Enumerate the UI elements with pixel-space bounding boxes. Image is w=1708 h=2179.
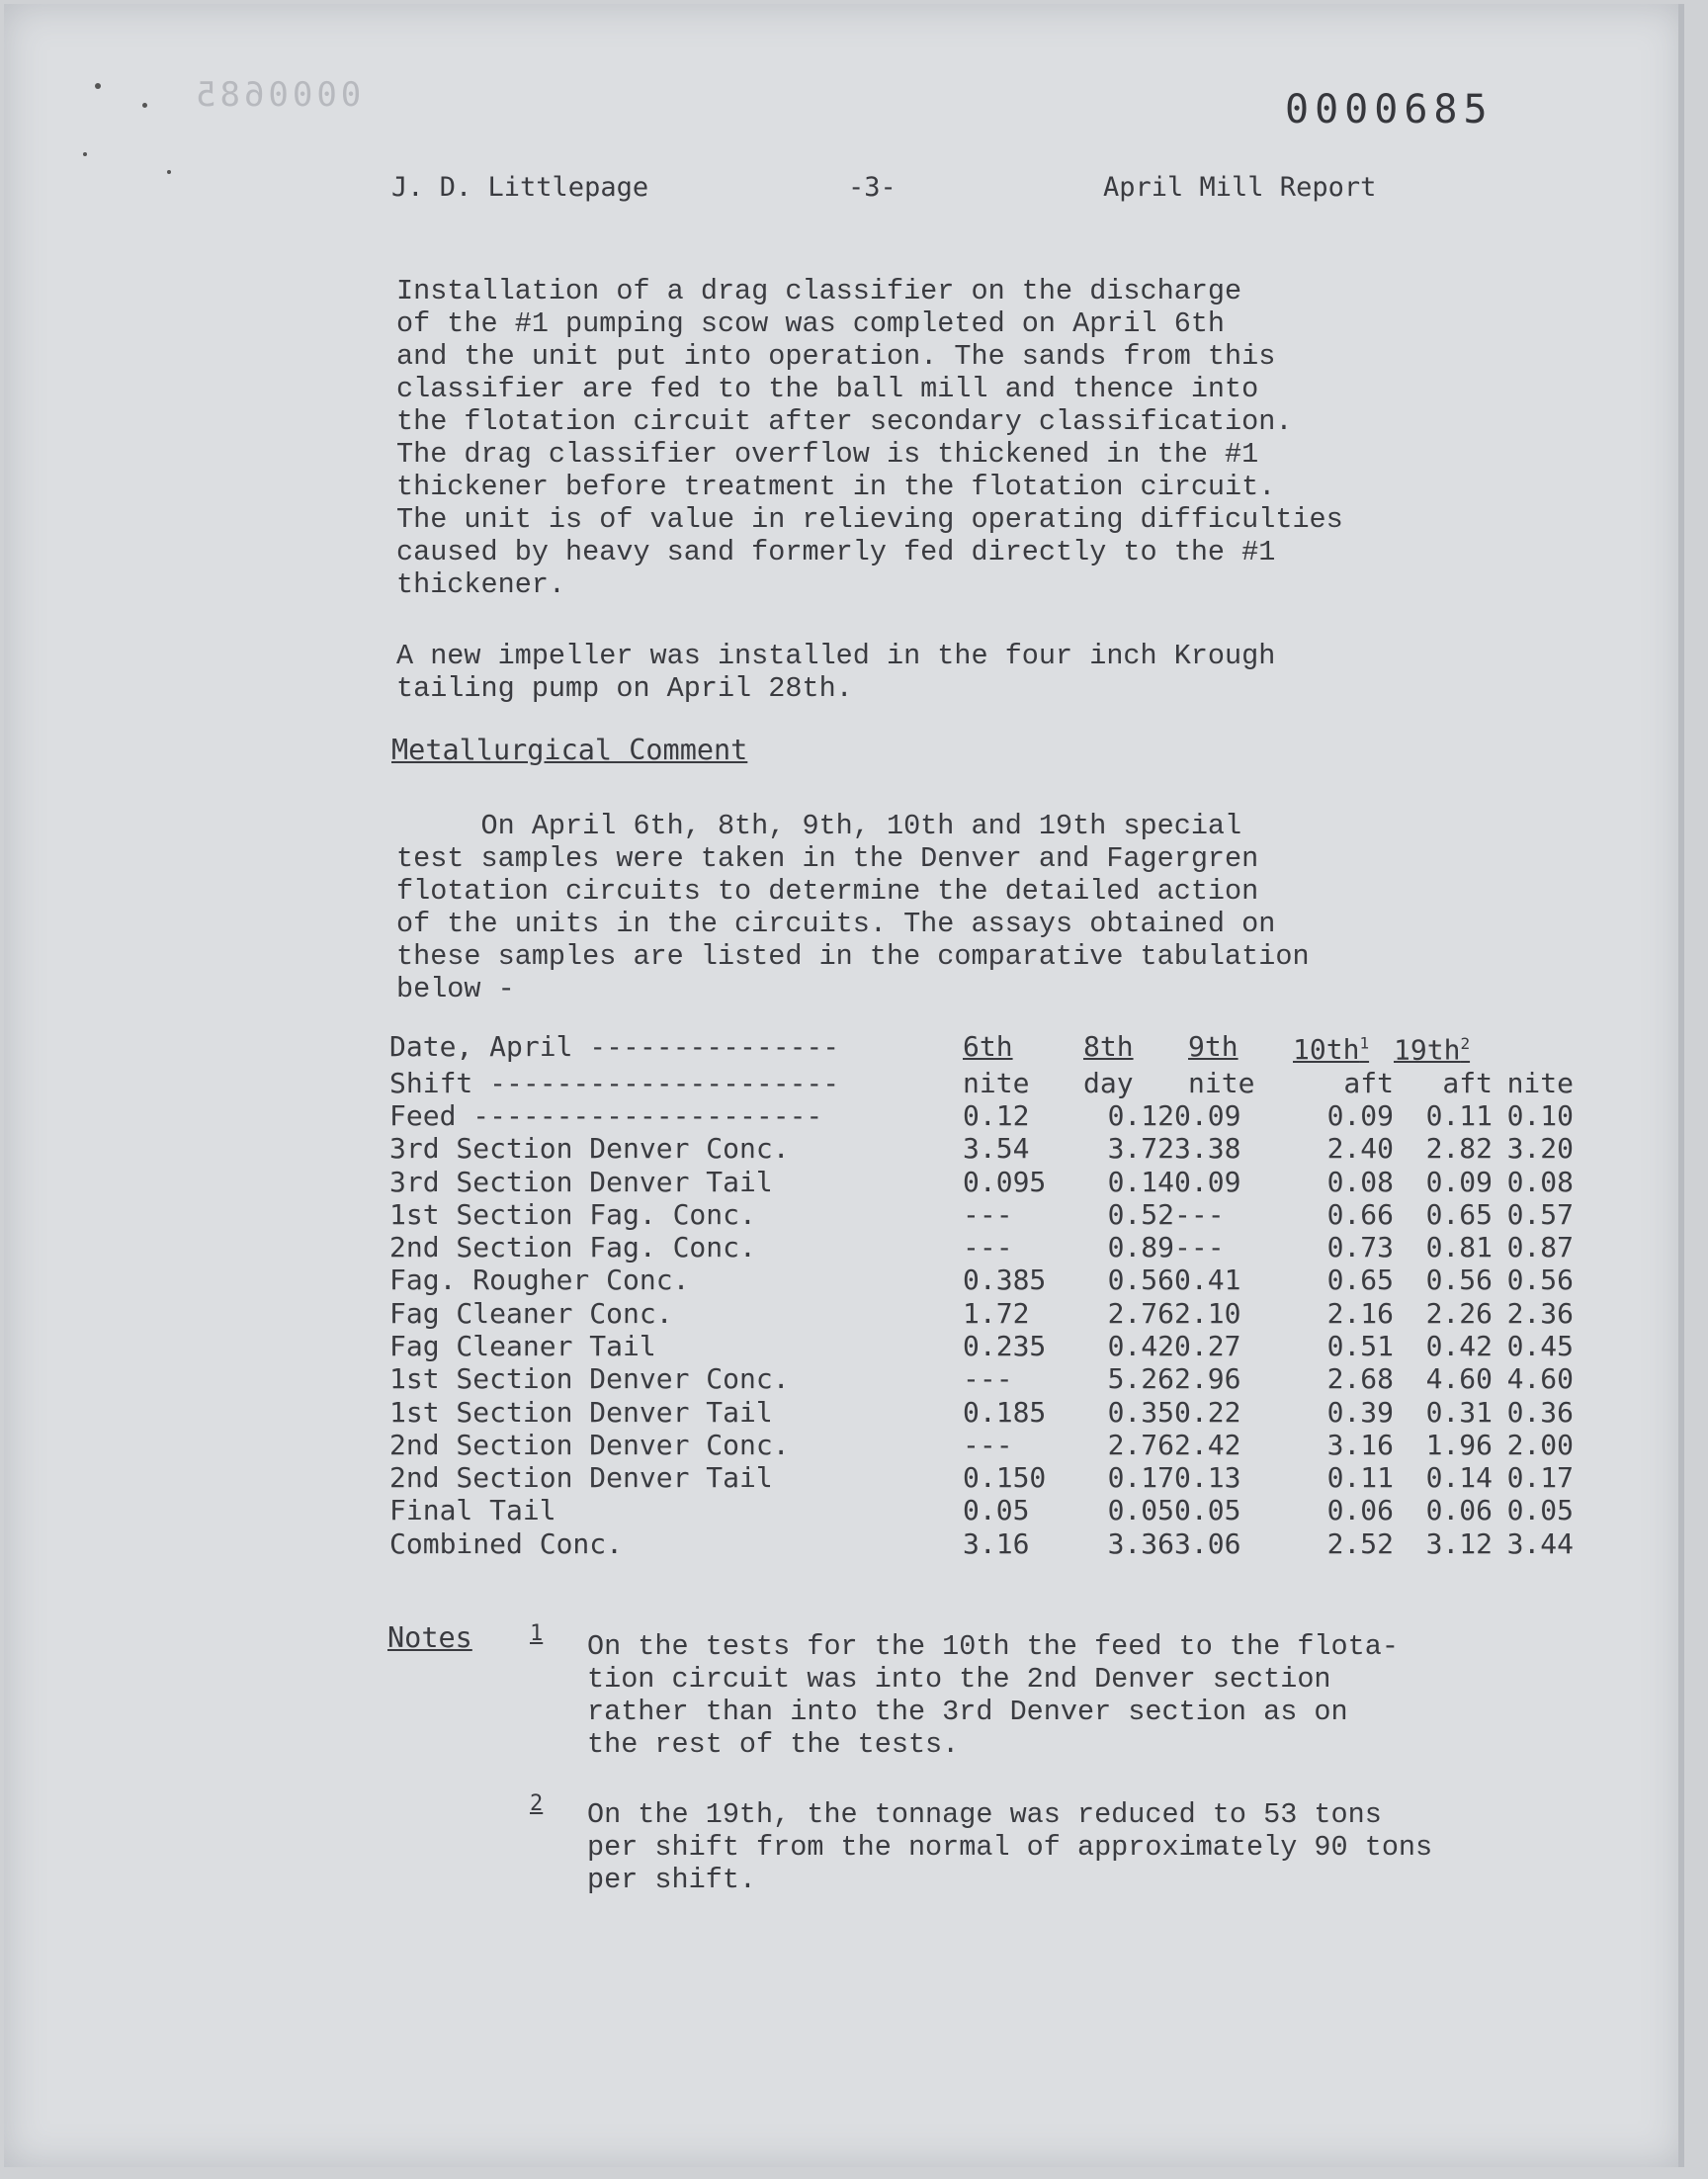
page-header	[391, 172, 1443, 212]
assay-value: 0.05	[1506, 1494, 1574, 1527]
table-row-dates	[389, 1027, 1574, 1067]
assay-value: ---	[963, 1197, 1013, 1231]
bleed-through-id: 0000685	[192, 75, 362, 115]
text-line: of the #1 pumping scow was completed on April 6th	[396, 307, 1226, 340]
assay-value: 0.05	[963, 1494, 1030, 1527]
speck	[95, 83, 101, 89]
assay-value: 0.06	[1425, 1494, 1493, 1527]
assay-value: 3.12	[1425, 1526, 1493, 1560]
assay-value: 0.35	[1107, 1395, 1174, 1429]
assay-value: 0.06	[1326, 1494, 1394, 1527]
text-line: A new impeller was installed in the four inch Krough	[396, 640, 1276, 672]
text-line: The unit is of value in relieving operating difficulties	[396, 503, 1343, 536]
table-row	[389, 1330, 1574, 1362]
date-10th: $10th^1$	[1293, 1033, 1370, 1067]
note-1-text	[587, 1630, 1399, 1761]
assay-value: 0.39	[1326, 1395, 1394, 1429]
assay-value: 2.40	[1326, 1132, 1394, 1166]
paragraph-impeller	[396, 640, 1275, 705]
text-line: and the unit put into operation. The sands from this	[396, 340, 1276, 373]
assay-value: 1.96	[1425, 1428, 1493, 1461]
assay-value: 2.76	[1107, 1428, 1174, 1461]
assay-value: 2.26	[1425, 1296, 1493, 1330]
assay-value: 2.82	[1425, 1132, 1493, 1166]
assay-value: 0.87	[1506, 1231, 1574, 1264]
speck	[167, 170, 171, 174]
assay-value: 3.16	[1326, 1428, 1394, 1461]
text-line: below -	[396, 973, 515, 1005]
text-line: thickener.	[396, 568, 566, 601]
note-marker-1: 1	[530, 1621, 544, 1646]
table-row	[389, 1231, 1574, 1264]
assay-value: 3.54	[963, 1132, 1030, 1166]
assay-value: 0.65	[1326, 1264, 1394, 1297]
document-page	[4, 4, 1684, 2167]
row-label: Feed ---------------------	[389, 1098, 823, 1132]
assay-value: 3.20	[1506, 1132, 1574, 1166]
assay-value: 5.26	[1107, 1362, 1174, 1396]
text-line: thickener before treatment in the flotation circuit.	[396, 471, 1276, 503]
paragraph-metallurgical	[396, 810, 1310, 1005]
document-id-stamp: 0000685	[1285, 87, 1494, 132]
table-row	[389, 1264, 1574, 1296]
row-label: Combined Conc.	[389, 1526, 624, 1560]
text-line: On April 6th, 8th, 9th, 10th and 19th special	[396, 810, 1242, 842]
assay-value: 0.57	[1506, 1197, 1574, 1231]
assay-value: 0.385	[963, 1264, 1047, 1297]
assay-value: ---	[963, 1231, 1013, 1264]
assay-value: ---	[1174, 1197, 1225, 1231]
row-label: 1st Section Denver Conc.	[389, 1362, 790, 1396]
assay-value: 0.08	[1326, 1165, 1394, 1198]
assay-value: 0.08	[1506, 1165, 1574, 1198]
table-row	[389, 1198, 1574, 1231]
text-line: tailing pump on April 28th.	[396, 672, 853, 705]
assay-value: 0.10	[1506, 1098, 1574, 1132]
assay-value: 0.09	[1174, 1165, 1241, 1198]
assay-value: 2.42	[1174, 1428, 1241, 1461]
assay-value: 0.14	[1107, 1165, 1174, 1198]
assay-value: 0.42	[1425, 1330, 1493, 1362]
assay-value: ---	[1174, 1231, 1225, 1264]
assay-table	[389, 1027, 1574, 1560]
assay-value: 2.76	[1107, 1296, 1174, 1330]
row-label: 1st Section Fag. Conc.	[389, 1197, 756, 1231]
assay-value: 0.17	[1107, 1461, 1174, 1495]
table-row	[389, 1362, 1574, 1395]
assay-value: 4.60	[1506, 1362, 1574, 1396]
assay-value: 0.41	[1174, 1264, 1241, 1297]
text-line: the flotation circuit after secondary classification.	[396, 405, 1293, 438]
table-row	[389, 1132, 1574, 1165]
assay-value: 0.185	[963, 1395, 1047, 1429]
assay-value: ---	[963, 1428, 1013, 1461]
shift-cell: day	[1083, 1066, 1134, 1099]
assay-value: 3.06	[1174, 1526, 1241, 1560]
table-row	[389, 1396, 1574, 1429]
text-line: caused by heavy sand formerly fed directly to the #1	[396, 536, 1276, 568]
paragraph-classifier	[396, 275, 1343, 601]
assay-value: 0.66	[1326, 1197, 1394, 1231]
table-row	[389, 1527, 1574, 1560]
assay-value: 0.235	[963, 1330, 1047, 1362]
assay-value: 2.36	[1506, 1296, 1574, 1330]
text-line: rather than into the 3rd Denver section as on	[587, 1696, 1348, 1728]
assay-value: 3.16	[963, 1526, 1030, 1560]
text-line: Installation of a drag classifier on the discharge	[396, 275, 1242, 307]
assay-value: 0.51	[1326, 1330, 1394, 1362]
table-row-shifts	[389, 1067, 1574, 1099]
date-8th: 8th	[1083, 1030, 1134, 1064]
date-label: Date, April ---------------	[389, 1030, 840, 1064]
assay-value: 2.52	[1326, 1526, 1394, 1560]
row-label: Fag Cleaner Tail	[389, 1330, 656, 1362]
shift-cell: nite	[963, 1066, 1030, 1099]
row-label: 1st Section Denver Tail	[389, 1395, 773, 1429]
assay-value: 4.60	[1425, 1362, 1493, 1396]
table-row	[389, 1297, 1574, 1330]
text-line: On the tests for the 10th the feed to the flota-	[587, 1630, 1399, 1663]
text-line: of the units in the circuits. The assays obtained on	[396, 908, 1276, 940]
header-title: April Mill Report	[1103, 172, 1377, 203]
assay-value: 2.16	[1326, 1296, 1394, 1330]
assay-value: 0.89	[1107, 1231, 1174, 1264]
row-label: 3rd Section Denver Tail	[389, 1165, 773, 1198]
row-label: Fag Cleaner Conc.	[389, 1296, 673, 1330]
assay-value: 2.10	[1174, 1296, 1241, 1330]
assay-value: 0.09	[1174, 1098, 1241, 1132]
header-page-number: -3-	[848, 172, 897, 203]
assay-value: 3.38	[1174, 1132, 1241, 1166]
assay-value: 0.095	[963, 1165, 1047, 1198]
text-line: per shift from the normal of approximately 90 tons	[587, 1831, 1433, 1864]
assay-value: 0.22	[1174, 1395, 1241, 1429]
table-row	[389, 1461, 1574, 1494]
assay-value: 3.36	[1107, 1526, 1174, 1560]
assay-value: 0.12	[1107, 1098, 1174, 1132]
assay-value: 0.56	[1506, 1264, 1574, 1297]
text-line: the rest of the tests.	[587, 1728, 960, 1761]
note-marker-2: 2	[530, 1791, 544, 1816]
speck	[83, 152, 87, 156]
date-6th: 6th	[963, 1030, 1013, 1064]
assay-value: 0.13	[1174, 1461, 1241, 1495]
table-row	[389, 1166, 1574, 1198]
shift-cell: nite	[1506, 1066, 1574, 1099]
text-line: per shift.	[587, 1864, 757, 1896]
text-line: The drag classifier overflow is thickened in the #1	[396, 438, 1259, 471]
text-line: tion circuit was into the 2nd Denver section	[587, 1663, 1331, 1696]
assay-value: 0.150	[963, 1461, 1047, 1495]
assay-value: 0.14	[1425, 1461, 1493, 1495]
page-edge	[1678, 4, 1684, 2167]
assay-value: 0.52	[1107, 1197, 1174, 1231]
assay-value: 0.17	[1506, 1461, 1574, 1495]
table-row	[389, 1429, 1574, 1461]
text-line: these samples are listed in the comparative tabulation	[396, 940, 1310, 973]
row-label: 3rd Section Denver Conc.	[389, 1132, 790, 1166]
assay-value: 0.27	[1174, 1330, 1241, 1362]
header-author: J. D. Littlepage	[391, 172, 649, 203]
date-19th: $19th^2$	[1394, 1033, 1471, 1067]
assay-value: 0.65	[1425, 1197, 1493, 1231]
table-row	[389, 1494, 1574, 1526]
text-line: classifier are fed to the ball mill and thence into	[396, 373, 1259, 405]
assay-value: 3.44	[1506, 1526, 1574, 1560]
assay-value: 3.72	[1107, 1132, 1174, 1166]
assay-value: 0.12	[963, 1098, 1030, 1132]
row-label: Final Tail	[389, 1494, 556, 1527]
assay-value: 0.09	[1326, 1098, 1394, 1132]
shift-label: Shift ---------------------	[389, 1066, 840, 1099]
notes-label: Notes	[387, 1621, 472, 1654]
text-line: test samples were taken in the Denver and Fagergren	[396, 842, 1259, 875]
text-line: flotation circuits to determine the detailed action	[396, 875, 1259, 908]
speck	[142, 103, 147, 108]
assay-value: 0.73	[1326, 1231, 1394, 1264]
row-label: 2nd Section Fag. Conc.	[389, 1231, 756, 1264]
assay-value: 0.56	[1425, 1264, 1493, 1297]
shift-cell: aft	[1442, 1066, 1493, 1099]
assay-value: 0.05	[1107, 1494, 1174, 1527]
assay-value: 0.09	[1425, 1165, 1493, 1198]
assay-value: 1.72	[963, 1296, 1030, 1330]
assay-value: 2.00	[1506, 1428, 1574, 1461]
assay-value: 2.96	[1174, 1362, 1241, 1396]
assay-value: 2.68	[1326, 1362, 1394, 1396]
assay-value: 0.11	[1326, 1461, 1394, 1495]
shift-cell: aft	[1343, 1066, 1394, 1099]
assay-value: 0.56	[1107, 1264, 1174, 1297]
text-line: On the 19th, the tonnage was reduced to 53 tons	[587, 1798, 1382, 1831]
assay-value: 0.05	[1174, 1494, 1241, 1527]
assay-value: 0.81	[1425, 1231, 1493, 1264]
assay-value: 0.45	[1506, 1330, 1574, 1362]
note-2-text	[587, 1798, 1432, 1896]
assay-value: 0.11	[1425, 1098, 1493, 1132]
assay-value: ---	[963, 1362, 1013, 1396]
date-9th: 9th	[1188, 1030, 1238, 1064]
row-label: 2nd Section Denver Tail	[389, 1461, 773, 1495]
assay-value: 0.31	[1425, 1395, 1493, 1429]
assay-value: 0.36	[1506, 1395, 1574, 1429]
row-label: Fag. Rougher Conc.	[389, 1264, 690, 1297]
shift-cell: nite	[1188, 1066, 1255, 1099]
assay-value: 0.42	[1107, 1330, 1174, 1362]
section-heading: Metallurgical Comment	[391, 734, 748, 766]
table-row	[389, 1099, 1574, 1132]
row-label: 2nd Section Denver Conc.	[389, 1428, 790, 1461]
